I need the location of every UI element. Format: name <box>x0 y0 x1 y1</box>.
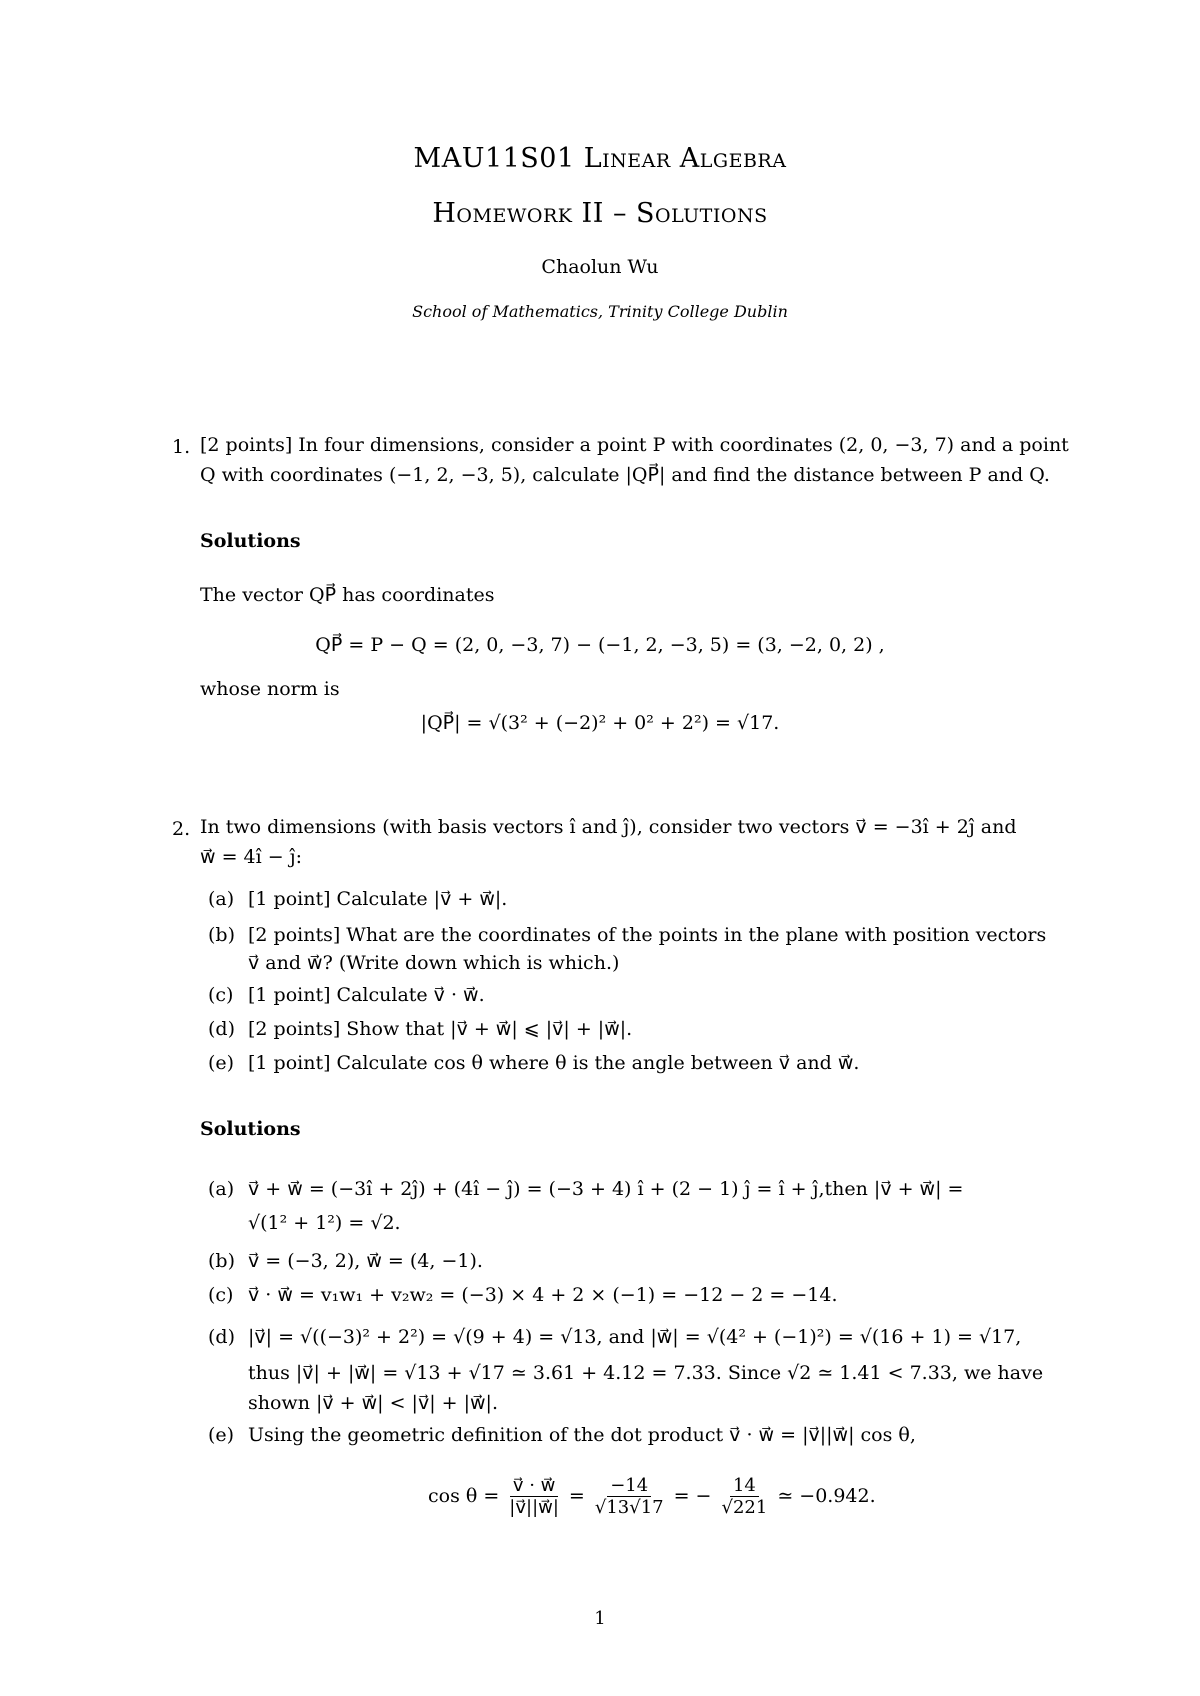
part-e-text: [1 point] Calculate cos θ where θ is the angle between v⃗ and w⃗. <box>248 1052 860 1074</box>
problem-1-statement-line1: [2 points] In four dimensions, consider a point P with coordinates (2, 0, −3, 7) and a point <box>200 434 1069 456</box>
page-number: 1 <box>594 1608 606 1629</box>
fraction-vectors <box>509 1475 559 1518</box>
problem-2-solutions-heading: Solutions <box>200 1118 301 1140</box>
fraction-values-numerator: −14 <box>607 1475 651 1497</box>
answer-c-label: (c) <box>208 1284 234 1306</box>
part-a-label: (a) <box>208 888 235 910</box>
problem-2-number: 2. <box>172 818 191 840</box>
answer-e-text: Using the geometric definition of the dot product v⃗ · w⃗ = |v⃗||w⃗| cos θ, <box>248 1424 916 1446</box>
answer-b-label: (b) <box>208 1250 235 1272</box>
part-d-text: [2 points] Show that |v⃗ + w⃗| ⩽ |v⃗| + |w⃗|. <box>248 1018 633 1040</box>
problem-1-statement-line2: Q with coordinates (−1, 2, −3, 5), calculate |QP⃗| and find the distance between P and Q. <box>200 464 1050 486</box>
answer-b-text: v⃗ = (−3, 2), w⃗ = (4, −1). <box>248 1250 483 1272</box>
answer-d-line3: shown |v⃗ + w⃗| < |v⃗| + |w⃗|. <box>248 1392 498 1414</box>
fraction-values <box>595 1475 664 1518</box>
part-c-label: (c) <box>208 984 234 1006</box>
cos-theta-lhs: cos θ = <box>428 1485 500 1507</box>
fraction-values-denominator: √13√17 <box>594 1496 664 1518</box>
fraction-vectors-denominator: |v⃗||w⃗| <box>509 1496 559 1518</box>
problem-1-number: 1. <box>172 436 191 458</box>
part-b-label: (b) <box>208 924 235 946</box>
part-a-text: [1 point] Calculate |v⃗ + w⃗|. <box>248 888 508 910</box>
part-b-text-line2: v⃗ and w⃗? (Write down which is which.) <box>248 952 620 974</box>
part-e-label: (e) <box>208 1052 235 1074</box>
fraction-vectors-numerator: v⃗ · w⃗ <box>510 1475 559 1497</box>
problem-1-norm-intro: whose norm is <box>200 678 340 700</box>
problem-1-equation-norm: |QP⃗| = √(3² + (−2)² + 0² + 2²) = √17. <box>420 712 780 734</box>
cos-theta-equation <box>428 1466 876 1526</box>
answer-c-text: v⃗ · w⃗ = v₁w₁ + v₂w₂ = (−3) × 4 + 2 × (−1) = −12 − 2 = −14. <box>248 1284 838 1306</box>
homework-title: Homework II – Solutions <box>432 198 768 229</box>
fraction-simplified-numerator: 14 <box>730 1475 759 1497</box>
fraction-simplified-denominator: √221 <box>721 1496 768 1518</box>
problem-2-statement-line2: w⃗ = 4î − ĵ: <box>200 846 302 868</box>
answer-a-line2: √(1² + 1²) = √2. <box>248 1212 401 1234</box>
problem-1-solutions-heading: Solutions <box>200 530 301 552</box>
answer-a-line1: v⃗ + w⃗ = (−3î + 2ĵ) + (4î − ĵ) = (−3 + 4) î + (2 − 1) ĵ = î + ĵ,then |v⃗ + w⃗| = <box>248 1178 964 1200</box>
fraction-simplified <box>721 1475 767 1518</box>
problem-2-statement-line1: In two dimensions (with basis vectors î and ĵ), consider two vectors v⃗ = −3î + 2ĵ and <box>200 816 1017 838</box>
answer-e-label: (e) <box>208 1424 235 1446</box>
affiliation: School of Mathematics, Trinity College Dublin <box>412 302 788 321</box>
problem-1-equation-difference: QP⃗ = P − Q = (2, 0, −3, 7) − (−1, 2, −3, 5) = (3, −2, 0, 2) , <box>315 634 885 656</box>
problem-1-intro: The vector QP⃗ has coordinates <box>200 584 495 606</box>
answer-d-line2: thus |v⃗| + |w⃗| = √13 + √17 ≃ 3.61 + 4.12 = 7.33. Since √2 ≃ 1.41 < 7.33, we have <box>248 1362 1044 1384</box>
equals-sign: = <box>568 1485 585 1507</box>
part-b-text-line1: [2 points] What are the coordinates of the points in the plane with position vectors <box>248 924 1047 946</box>
answer-d-line1: |v⃗| = √((−3)² + 2²) = √(9 + 4) = √13, and |w⃗| = √(4² + (−1)²) = √(16 + 1) = √17, <box>248 1326 1022 1348</box>
answer-a-label: (a) <box>208 1178 235 1200</box>
cos-theta-result: ≃ −0.942. <box>777 1485 876 1507</box>
part-d-label: (d) <box>208 1018 235 1040</box>
equals-minus: = − <box>673 1485 712 1507</box>
author-name: Chaolun Wu <box>541 256 659 278</box>
part-c-text: [1 point] Calculate v⃗ · w⃗. <box>248 984 485 1006</box>
answer-d-label: (d) <box>208 1326 235 1348</box>
course-title: MAU11S01 Linear Algebra <box>413 143 787 174</box>
